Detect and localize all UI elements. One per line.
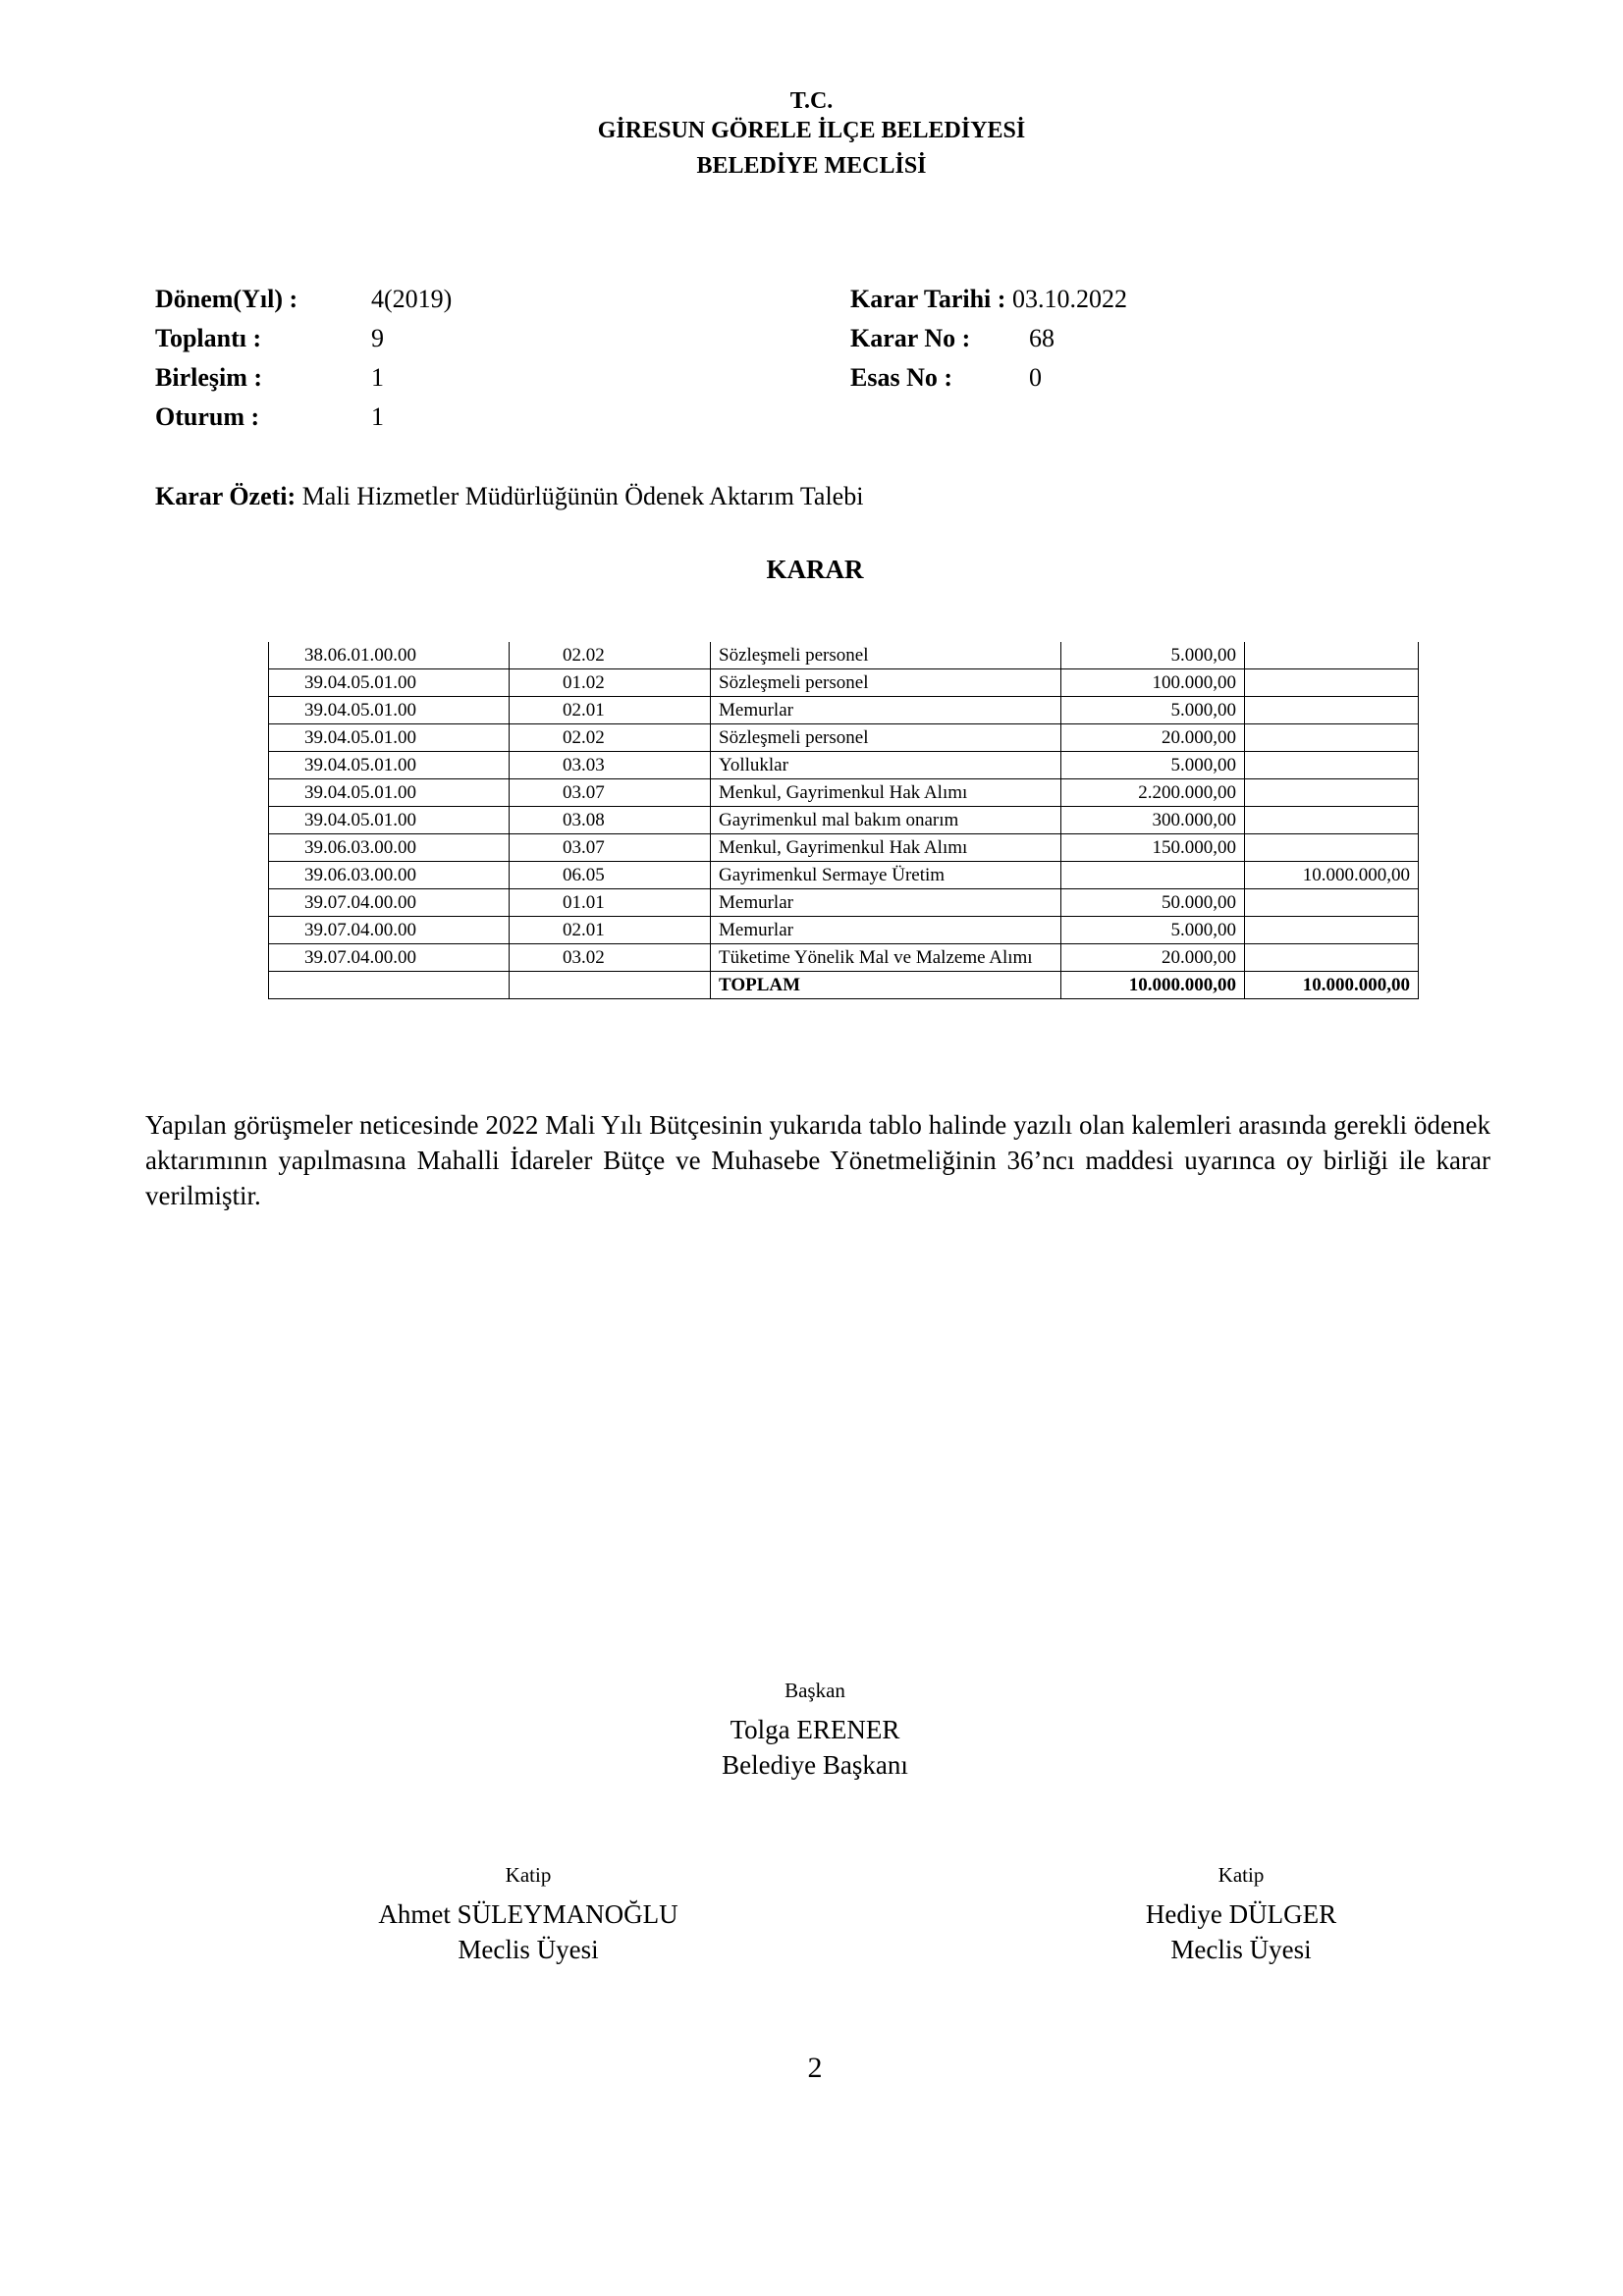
meta-esas-no-value: 0 bbox=[1029, 363, 1042, 392]
table-row bbox=[269, 724, 1419, 752]
signature-president bbox=[619, 1677, 1011, 1783]
cell-economic-code: 03.08 bbox=[510, 807, 711, 834]
signature-clerk-1-role: Katip bbox=[505, 1863, 552, 1887]
cell-empty bbox=[269, 972, 510, 999]
signature-clerk-2-role: Katip bbox=[1217, 1863, 1265, 1887]
cell-institutional-code: 39.04.05.01.00 bbox=[269, 724, 510, 752]
table-row bbox=[269, 834, 1419, 862]
meta-karar-tarihi: Karar Tarihi : 03.10.2022 bbox=[850, 285, 1127, 313]
cell-institutional-code: 39.04.05.01.00 bbox=[269, 669, 510, 697]
header-tc: T.C. bbox=[789, 88, 834, 114]
cell-economic-code: 01.01 bbox=[510, 889, 711, 917]
decision-body-text: Yapılan görüşmeler neticesinde 2022 Mali Yılı Bütçesinin yukarıda tablo halinde yazılı olan kalemleri arasında gerekli ödenek aktarımının yapılmasına Mahalli İdareler Bütçe ve Muhasebe Yönetmeliğinin 36’ncı maddesi uyarınca oy birliği ile karar verilmiştir. bbox=[145, 1110, 1490, 1210]
decision-summary: Karar Özeti: Mali Hizmetler Müdürlüğünün Ödenek Aktarım Talebi bbox=[155, 482, 864, 510]
cell-description: Menkul, Gayrimenkul Hak Alımı bbox=[711, 834, 1061, 862]
meta-karar-no-value: 68 bbox=[1029, 324, 1055, 352]
cell-description: Sözleşmeli personel bbox=[711, 669, 1061, 697]
signature-president-title: Belediye Başkanı bbox=[722, 1750, 908, 1780]
cell-total-added: 10.000.000,00 bbox=[1061, 972, 1245, 999]
cell-economic-code: 02.02 bbox=[510, 642, 711, 669]
cell-deducted-amount bbox=[1245, 697, 1419, 724]
cell-economic-code: 06.05 bbox=[510, 862, 711, 889]
meta-esas-no-label: Esas No : bbox=[850, 363, 953, 392]
cell-economic-code: 03.03 bbox=[510, 752, 711, 779]
table-row bbox=[269, 807, 1419, 834]
cell-added-amount bbox=[1061, 862, 1245, 889]
signature-president-name: Tolga ERENER bbox=[730, 1715, 900, 1744]
cell-description: Gayrimenkul mal bakım onarım bbox=[711, 807, 1061, 834]
cell-deducted-amount: 10.000.000,00 bbox=[1245, 862, 1419, 889]
cell-total-deducted: 10.000.000,00 bbox=[1245, 972, 1419, 999]
cell-description: Menkul, Gayrimenkul Hak Alımı bbox=[711, 779, 1061, 807]
signature-president-role: Başkan bbox=[784, 1679, 845, 1702]
meta-toplanti-value: 9 bbox=[371, 324, 384, 352]
meta-birlesim-value: 1 bbox=[371, 363, 384, 392]
table-row bbox=[269, 697, 1419, 724]
table-row bbox=[269, 752, 1419, 779]
cell-description: Gayrimenkul Sermaye Üretim bbox=[711, 862, 1061, 889]
cell-added-amount: 5.000,00 bbox=[1061, 917, 1245, 944]
table-row bbox=[269, 862, 1419, 889]
cell-institutional-code: 39.06.03.00.00 bbox=[269, 862, 510, 889]
cell-economic-code: 03.02 bbox=[510, 944, 711, 972]
table-row bbox=[269, 889, 1419, 917]
cell-added-amount: 300.000,00 bbox=[1061, 807, 1245, 834]
cell-description: Memurlar bbox=[711, 697, 1061, 724]
meta-oturum-value: 1 bbox=[371, 402, 384, 431]
cell-deducted-amount bbox=[1245, 642, 1419, 669]
cell-economic-code: 03.07 bbox=[510, 779, 711, 807]
table-row bbox=[269, 779, 1419, 807]
cell-deducted-amount bbox=[1245, 917, 1419, 944]
cell-economic-code: 02.01 bbox=[510, 917, 711, 944]
table-row bbox=[269, 669, 1419, 697]
table-row bbox=[269, 944, 1419, 972]
cell-total-label: TOPLAM bbox=[711, 972, 1061, 999]
cell-deducted-amount bbox=[1245, 834, 1419, 862]
cell-added-amount: 150.000,00 bbox=[1061, 834, 1245, 862]
cell-economic-code: 03.07 bbox=[510, 834, 711, 862]
cell-deducted-amount bbox=[1245, 779, 1419, 807]
decision-title: KARAR bbox=[766, 555, 864, 584]
cell-added-amount: 5.000,00 bbox=[1061, 752, 1245, 779]
meta-toplanti-label: Toplantı : bbox=[155, 324, 262, 352]
cell-description: Tüketime Yönelik Mal ve Malzeme Alımı bbox=[711, 944, 1061, 972]
meta-karar-tarihi-value: 03.10.2022 bbox=[1011, 285, 1127, 313]
cell-institutional-code: 39.04.05.01.00 bbox=[269, 779, 510, 807]
meta-donem-value: 4(2019) bbox=[371, 285, 453, 313]
cell-deducted-amount bbox=[1245, 724, 1419, 752]
cell-institutional-code: 39.06.03.00.00 bbox=[269, 834, 510, 862]
signature-clerk-2-name: Hediye DÜLGER bbox=[1145, 1899, 1337, 1929]
table-row bbox=[269, 642, 1419, 669]
meta-oturum-label: Oturum : bbox=[155, 402, 260, 431]
cell-added-amount: 20.000,00 bbox=[1061, 944, 1245, 972]
cell-description: Sözleşmeli personel bbox=[711, 724, 1061, 752]
cell-deducted-amount bbox=[1245, 807, 1419, 834]
cell-institutional-code: 39.07.04.00.00 bbox=[269, 917, 510, 944]
budget-transfer-table bbox=[268, 642, 1419, 999]
signature-clerk-1-name: Ahmet SÜLEYMANOĞLU bbox=[378, 1899, 678, 1929]
cell-institutional-code: 39.04.05.01.00 bbox=[269, 697, 510, 724]
signature-clerk-2 bbox=[1045, 1861, 1437, 1967]
cell-added-amount: 2.200.000,00 bbox=[1061, 779, 1245, 807]
meta-karar-no-label: Karar No : bbox=[850, 324, 971, 352]
signature-clerk-1 bbox=[332, 1861, 725, 1967]
cell-institutional-code: 38.06.01.00.00 bbox=[269, 642, 510, 669]
cell-added-amount: 50.000,00 bbox=[1061, 889, 1245, 917]
cell-institutional-code: 39.07.04.00.00 bbox=[269, 889, 510, 917]
cell-description: Memurlar bbox=[711, 889, 1061, 917]
cell-added-amount: 20.000,00 bbox=[1061, 724, 1245, 752]
page-number: 2 bbox=[807, 2052, 823, 2084]
cell-deducted-amount bbox=[1245, 889, 1419, 917]
cell-economic-code: 02.01 bbox=[510, 697, 711, 724]
signature-clerk-1-title: Meclis Üyesi bbox=[458, 1935, 599, 1964]
cell-economic-code: 01.02 bbox=[510, 669, 711, 697]
cell-institutional-code: 39.07.04.00.00 bbox=[269, 944, 510, 972]
cell-deducted-amount bbox=[1245, 752, 1419, 779]
signature-clerk-2-title: Meclis Üyesi bbox=[1170, 1935, 1312, 1964]
cell-added-amount: 100.000,00 bbox=[1061, 669, 1245, 697]
cell-added-amount: 5.000,00 bbox=[1061, 642, 1245, 669]
cell-description: Memurlar bbox=[711, 917, 1061, 944]
cell-description: Sözleşmeli personel bbox=[711, 642, 1061, 669]
cell-empty bbox=[510, 972, 711, 999]
cell-description: Yolluklar bbox=[711, 752, 1061, 779]
meta-birlesim-label: Birleşim : bbox=[155, 363, 263, 392]
header-council: BELEDİYE MECLİSİ bbox=[696, 153, 927, 179]
cell-institutional-code: 39.04.05.01.00 bbox=[269, 807, 510, 834]
table-total-row bbox=[269, 972, 1419, 999]
header-municipality: GİRESUN GÖRELE İLÇE BELEDİYESİ bbox=[597, 118, 1026, 143]
cell-institutional-code: 39.04.05.01.00 bbox=[269, 752, 510, 779]
cell-added-amount: 5.000,00 bbox=[1061, 697, 1245, 724]
cell-deducted-amount bbox=[1245, 944, 1419, 972]
cell-deducted-amount bbox=[1245, 669, 1419, 697]
table-row bbox=[269, 917, 1419, 944]
meta-donem-label: Dönem(Yıl) : bbox=[155, 285, 298, 313]
cell-economic-code: 02.02 bbox=[510, 724, 711, 752]
decision-summary-value: Mali Hizmetler Müdürlüğünün Ödenek Aktarım Talebi bbox=[301, 482, 864, 510]
